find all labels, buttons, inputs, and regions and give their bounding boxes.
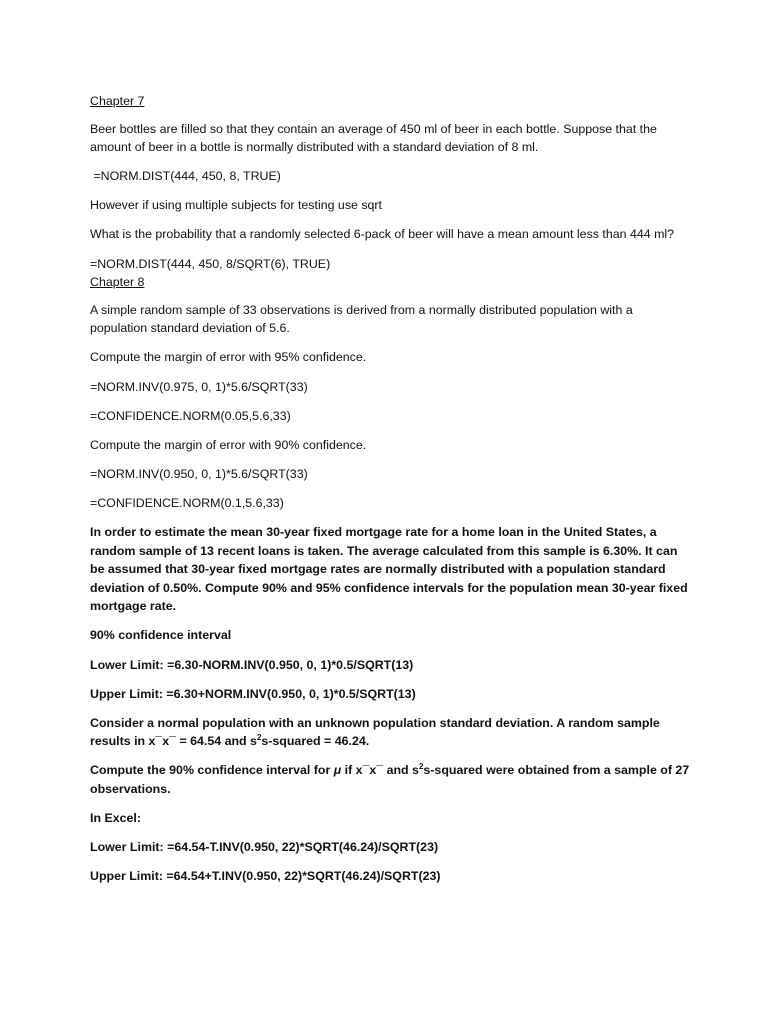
t-inv-upper-limit: Upper Limit: =64.54+T.INV(0.950, 22)*SQRT(46.24)/SQRT(23) bbox=[90, 869, 441, 884]
confidence-norm-formula-90: =CONFIDENCE.NORM(0.1,5.6,33) bbox=[90, 495, 284, 510]
ci-mu-text-b: if x¯x¯ and s bbox=[341, 763, 419, 778]
unknown-sd-text-a: Consider a normal population with an unknown population standard deviation. A random sample results in x¯x¯ = 64.54 and s bbox=[90, 715, 660, 749]
mortgage-problem-text: In order to estimate the mean 30-year fixed mortgage rate for a home loan in the United States, a random sample of 13 recent loans is taken. The average calculated from this sample is 6.30%. It can be assumed that 30-year fixed mortgage rates are normally distributed with a population standard deviation of 0.50%. Compute 90% and 95% confidence intervals for the population mean 30-year fixed mortgage rate. bbox=[90, 525, 688, 614]
norm-dist-formula-1: =NORM.DIST(444, 450, 8, TRUE) bbox=[90, 169, 281, 184]
confidence-norm-formula-95: =CONFIDENCE.NORM(0.05,5.6,33) bbox=[90, 408, 291, 423]
chapter-7-heading: Chapter 7 bbox=[90, 94, 145, 108]
six-pack-question: What is the probability that a randomly selected 6-pack of beer will have a mean amount less than 444 ml? bbox=[90, 227, 675, 242]
t-inv-lower-limit: Lower Limit: =64.54-T.INV(0.950, 22)*SQRT(46.24)/SQRT(23) bbox=[90, 840, 439, 855]
beer-problem-text: Beer bottles are filled so that they contain an average of 450 ml of beer in each bottle. Suppose that the amount of beer in a bottle is normally distributed with a standard deviation of 8 ml. bbox=[90, 121, 657, 155]
sqrt-note: However if using multiple subjects for testing use sqrt bbox=[90, 198, 382, 213]
norm-dist-formula-2: =NORM.DIST(444, 450, 8/SQRT(6), TRUE) bbox=[90, 256, 331, 271]
mortgage-lower-limit: Lower Limit: =6.30-NORM.INV(0.950, 0, 1)*0.5/SQRT(13) bbox=[90, 657, 414, 672]
document-body bbox=[90, 92, 690, 896]
ci-90-label: 90% confidence interval bbox=[90, 628, 232, 643]
mortgage-upper-limit: Upper Limit: =6.30+NORM.INV(0.950, 0, 1)*0.5/SQRT(13) bbox=[90, 686, 416, 701]
margin-95-question: Compute the margin of error with 95% confidence. bbox=[90, 350, 367, 365]
superscript-2: 2 bbox=[256, 733, 262, 743]
norm-inv-formula-90: =NORM.INV(0.950, 0, 1)*5.6/SQRT(33) bbox=[90, 466, 308, 481]
unknown-sd-text-b: s-squared = 46.24. bbox=[261, 734, 370, 749]
chapter-8-heading: Chapter 8 bbox=[90, 275, 145, 290]
unknown-sd-problem-text bbox=[90, 714, 690, 751]
in-excel-label: In Excel: bbox=[90, 811, 141, 826]
norm-inv-formula-95: =NORM.INV(0.975, 0, 1)*5.6/SQRT(33) bbox=[90, 379, 308, 394]
superscript-2: 2 bbox=[418, 762, 424, 772]
mu-symbol: μ bbox=[333, 763, 342, 778]
ci-mu-text-a: Compute the 90% confidence interval for bbox=[90, 763, 334, 778]
margin-90-question: Compute the margin of error with 90% confidence. bbox=[90, 437, 367, 452]
ci-mu-text-c: s-squared were obtained from a sample of 27 observations. bbox=[90, 763, 690, 797]
random-sample-text: A simple random sample of 33 observations is derived from a normally distributed population with a population standard deviation of 5.6. bbox=[90, 302, 633, 336]
ci-mu-question bbox=[90, 761, 690, 798]
